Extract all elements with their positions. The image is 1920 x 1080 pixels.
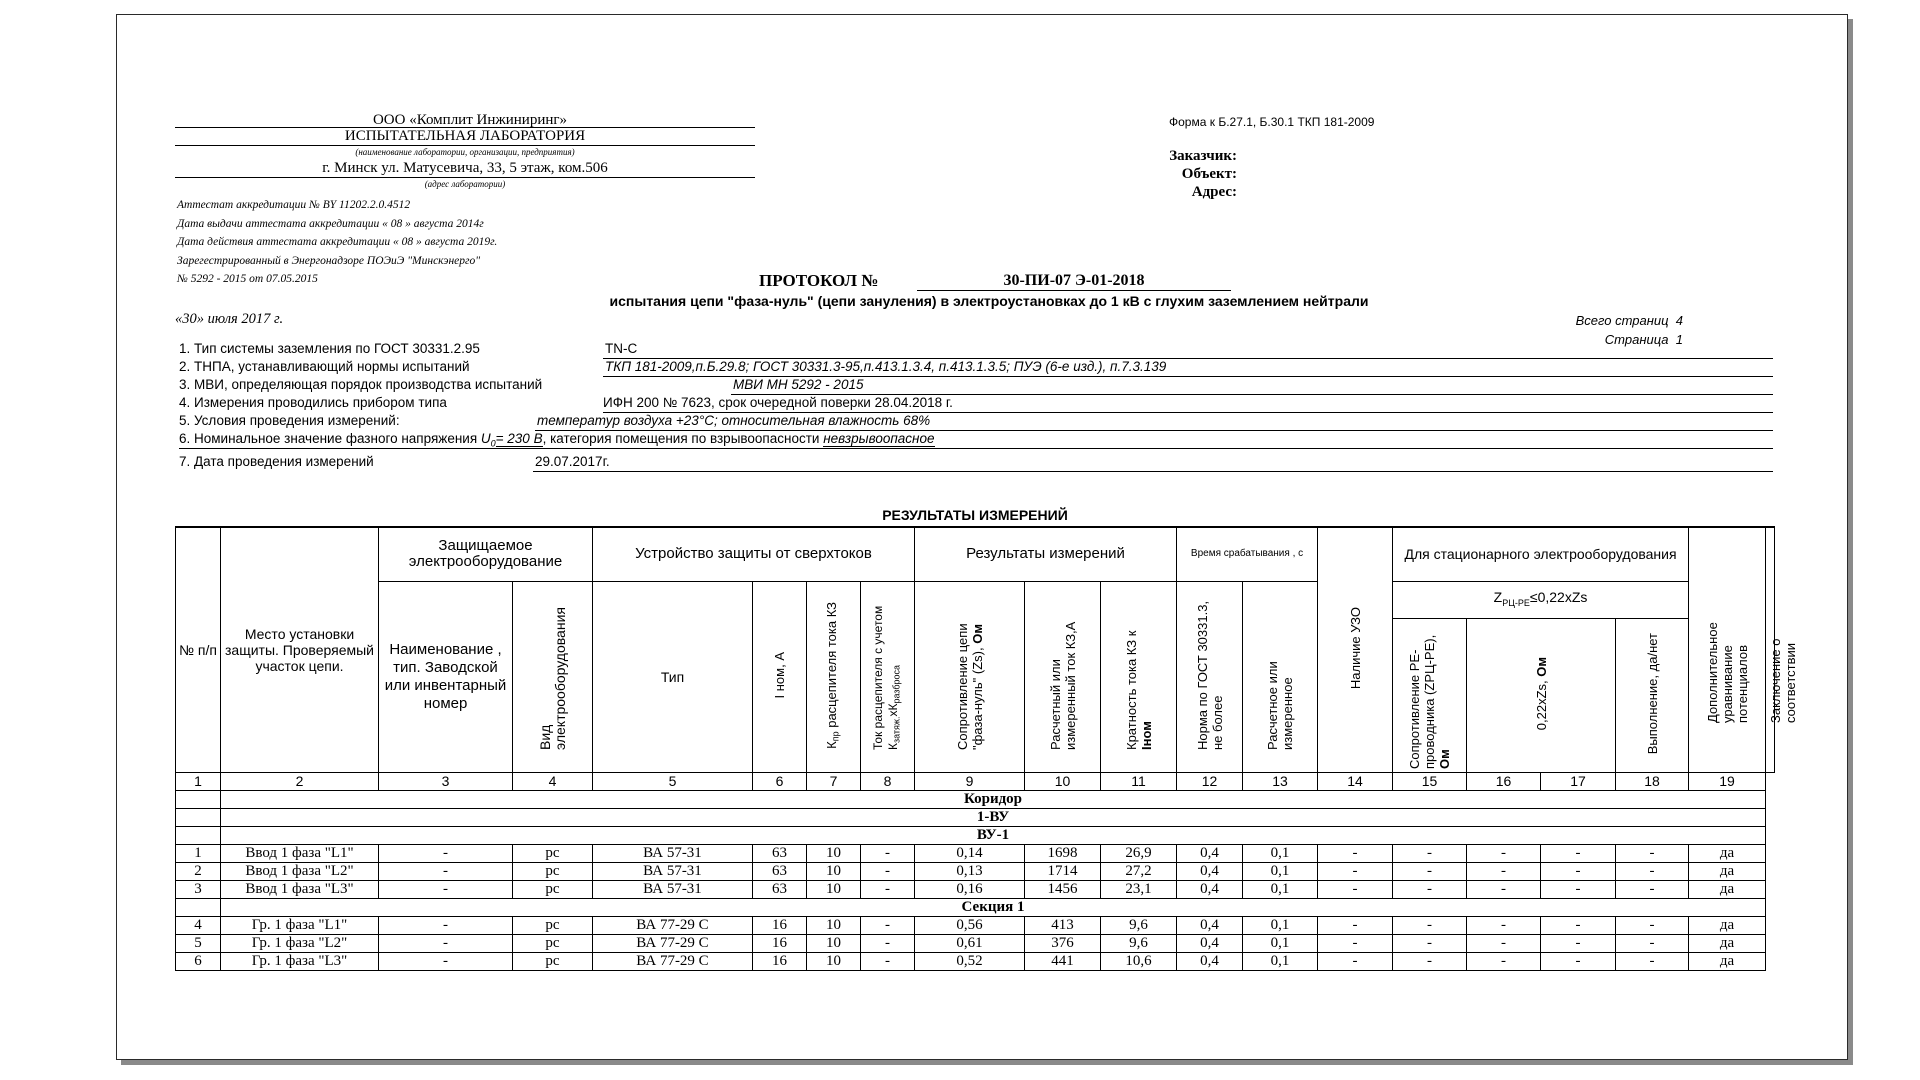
header-number: № п/п <box>176 527 221 772</box>
field-tnpa-value: ТКП 181-2009,п.Б.29.8; ГОСТ 30331.3-95,п.413.1.3.4, п.413.1.3.5; ПУЭ (6-е изд.), п.7.3.139 <box>605 359 1167 374</box>
table-cell: 413 <box>1025 916 1101 934</box>
column-number: 3 <box>379 772 513 790</box>
section-row <box>176 826 1775 844</box>
table-row <box>176 934 1775 952</box>
table-cell: 10 <box>807 916 861 934</box>
client-labels <box>1107 147 1237 201</box>
table-cell: 0,56 <box>915 916 1025 934</box>
page-value: 1 <box>1675 332 1683 347</box>
column-number: 5 <box>593 772 753 790</box>
voltage-symbol: U <box>480 431 491 446</box>
field-mvi-label: 3. МВИ, определяющая порядок производства испытаний <box>179 377 543 392</box>
header-type: Тип <box>593 581 753 772</box>
header-short-circuit-current-text: Расчетный или измеренный ток КЗ,А <box>1047 621 1078 750</box>
table-cell: 0,1 <box>1243 916 1318 934</box>
total-pages-label: Всего страниц <box>1575 313 1669 328</box>
header-protection-device: Устройство защиты от сверхтоков <box>593 527 915 581</box>
column-numbers-row <box>176 772 1775 790</box>
header-kp <box>807 581 861 772</box>
header-equipment-kind-text: Вид электрооборудования <box>536 607 568 750</box>
header-rcd-text: Наличие УЗО <box>1347 607 1363 690</box>
accreditation-block <box>177 196 497 289</box>
table-cell: да <box>1689 880 1766 898</box>
table-cell: - <box>379 934 513 952</box>
field-underline <box>533 471 1773 472</box>
header-inom-text: I ном, А <box>772 651 787 699</box>
address-label: Адрес: <box>1191 184 1237 200</box>
column-number: 6 <box>753 772 807 790</box>
table-cell: 0,14 <box>915 844 1025 862</box>
table-cell: - <box>1541 916 1616 934</box>
header-equipment-kind <box>513 581 593 772</box>
table-cell: 9,6 <box>1101 934 1177 952</box>
header-results: Результаты измерений <box>915 527 1177 581</box>
header-norm-text: Норма по ГОСТ 30331.3, не более <box>1194 600 1225 750</box>
table-cell: 0,4 <box>1177 952 1243 970</box>
form-reference: Форма к Б.27.1, Б.30.1 ТКП 181-2009 <box>1169 115 1375 129</box>
table-cell: рс <box>513 862 593 880</box>
section-title: Коридор <box>221 790 1766 808</box>
table-row <box>176 844 1775 862</box>
column-number: 9 <box>915 772 1025 790</box>
table-cell: - <box>1318 844 1393 862</box>
column-number: 8 <box>861 772 915 790</box>
table-row <box>176 916 1775 934</box>
table-cell: - <box>861 916 915 934</box>
table-cell: 0,1 <box>1243 844 1318 862</box>
table-cell: - <box>1541 952 1616 970</box>
table-cell: 0,13 <box>915 862 1025 880</box>
table-cell: рс <box>513 952 593 970</box>
table-cell: - <box>861 952 915 970</box>
table-cell: - <box>1467 952 1541 970</box>
table-cell: - <box>1467 862 1541 880</box>
section-title: Секция 1 <box>221 898 1766 916</box>
field-device-label: 4. Измерения проводились прибором типа <box>179 395 447 410</box>
table-cell: 4 <box>176 916 221 934</box>
table-cell: 10 <box>807 934 861 952</box>
header-rcd <box>1318 527 1393 772</box>
page-counter <box>1497 311 1683 349</box>
table-cell: да <box>1689 844 1766 862</box>
header-pe-resistance <box>1393 618 1467 772</box>
table-cell: - <box>1318 952 1393 970</box>
table-cell: - <box>1541 880 1616 898</box>
accreditation-line: Зарегестрированный в Энергонадзоре ПОЭиЭ "Минскэнерго" <box>177 254 481 267</box>
header-trip-current <box>861 581 915 772</box>
table-cell: - <box>379 844 513 862</box>
section-subsubtitle: ВУ-1 <box>221 826 1766 844</box>
field-grounding-label: 1. Тип системы заземления по ГОСТ 30331.2.95 <box>179 341 480 356</box>
table-cell: 0,16 <box>915 880 1025 898</box>
table-cell: 16 <box>753 952 807 970</box>
table-cell: - <box>1541 934 1616 952</box>
table-cell: - <box>1616 934 1689 952</box>
table-cell: Гр. 1 фаза "L2" <box>221 934 379 952</box>
table-cell: - <box>1318 916 1393 934</box>
table-cell: Ввод 1 фаза "L2" <box>221 862 379 880</box>
table-cell: - <box>1318 880 1393 898</box>
header-zs-text: Сопротивление цепи "фаза-нуль" (Zs), Ом <box>954 623 985 750</box>
table-cell: 441 <box>1025 952 1101 970</box>
table-cell: - <box>1467 880 1541 898</box>
column-number: 1 <box>176 772 221 790</box>
section-row <box>176 808 1775 826</box>
page-label: Страница <box>1604 332 1669 347</box>
protocol-number: 30-ПИ-07 Э-01-2018 <box>917 271 1231 291</box>
table-cell: - <box>1616 916 1689 934</box>
table-cell: - <box>1616 880 1689 898</box>
address-caption: (адрес лаборатории) <box>424 179 506 189</box>
header-short-circuit-current <box>1025 581 1101 772</box>
table-cell: - <box>1318 862 1393 880</box>
lab-name: ИСПЫТАТЕЛЬНАЯ ЛАБОРАТОРИЯ <box>175 127 755 146</box>
field-underline <box>179 448 1773 449</box>
protocol-subtitle: испытания цепи "фаза-нуль" (цепи зануления) в электроустановках до 1 кВ с глухим заземлением нейтрали <box>609 293 1369 309</box>
table-cell: 6 <box>176 952 221 970</box>
table-cell: - <box>861 934 915 952</box>
table-cell: рс <box>513 844 593 862</box>
table-cell: 9,6 <box>1101 916 1177 934</box>
table-cell: рс <box>513 916 593 934</box>
total-pages-value: 4 <box>1675 313 1683 328</box>
accreditation-line: № 5292 - 2015 от 07.05.2015 <box>177 273 318 285</box>
table-cell: ВА 77-29 С <box>593 934 753 952</box>
table-cell: 0,1 <box>1243 952 1318 970</box>
header-stationary: Для стационарного электрооборудования <box>1393 527 1689 581</box>
table-cell: 63 <box>753 880 807 898</box>
table-cell: 0,1 <box>1243 880 1318 898</box>
table-cell: рс <box>513 880 593 898</box>
field-mvi-value: МВИ МН 5292 - 2015 <box>733 377 864 392</box>
field-voltage <box>179 431 935 449</box>
table-cell: 1714 <box>1025 862 1101 880</box>
table-cell: 0,1 <box>1243 862 1318 880</box>
table-cell: - <box>861 844 915 862</box>
table-cell: 0,61 <box>915 934 1025 952</box>
field-date-value: 29.07.2017г. <box>535 454 610 469</box>
protocol-title: ПРОТОКОЛ № <box>759 271 879 290</box>
table-cell: 10 <box>807 952 861 970</box>
table-cell: ВА 77-29 С <box>593 916 753 934</box>
table-cell: - <box>1616 952 1689 970</box>
column-number: 18 <box>1616 772 1689 790</box>
column-number: 7 <box>807 772 861 790</box>
table-cell: Гр. 1 фаза "L3" <box>221 952 379 970</box>
table-cell: - <box>1393 916 1467 934</box>
table-cell: ВА 57-31 <box>593 880 753 898</box>
results-table-wrap <box>175 526 1799 971</box>
column-number: 12 <box>1177 772 1243 790</box>
voltage-value: = 230 В <box>495 431 543 446</box>
header-zrc: $Z_{РЦ-РЕ}\le 0,22xZs$ <box>1393 581 1689 618</box>
results-title: РЕЗУЛЬТАТЫ ИЗМЕРЕНИЙ <box>882 507 1068 523</box>
field-category-label: , категория помещения по взрывоопасности <box>542 431 824 446</box>
table-cell: - <box>1393 880 1467 898</box>
header-norm <box>1177 581 1243 772</box>
table-cell: - <box>379 862 513 880</box>
table-row <box>176 880 1775 898</box>
accreditation-line: Дата действия аттестата аккредитации « 08 » августа 2019г. <box>177 236 498 248</box>
table-cell: - <box>1616 862 1689 880</box>
table-cell: - <box>1541 862 1616 880</box>
section-rows <box>176 844 1775 898</box>
table-cell: 10 <box>807 862 861 880</box>
field-conditions-value: температур воздуха +23°С; относительная влажность 68% <box>537 413 931 428</box>
results-table <box>175 526 1799 971</box>
column-number: 4 <box>513 772 593 790</box>
column-number: 10 <box>1025 772 1101 790</box>
header-response-time: Время срабатывания , с <box>1177 527 1318 581</box>
table-cell: 10 <box>807 880 861 898</box>
column-number: 14 <box>1318 772 1393 790</box>
table-cell: 0,4 <box>1177 862 1243 880</box>
header-equipotential-text: Дополнительное уравнивание потенциалов <box>1704 622 1750 724</box>
header-multiplicity-text: Кратность тока КЗ к Iном <box>1123 630 1154 750</box>
table-cell: да <box>1689 934 1766 952</box>
table-cell: 2 <box>176 862 221 880</box>
protocol-date: «30» июля 2017 г. <box>175 311 284 327</box>
object-label: Объект: <box>1181 166 1237 182</box>
column-number: 19 <box>1689 772 1766 790</box>
table-cell: - <box>1616 844 1689 862</box>
table-cell: 16 <box>753 916 807 934</box>
section-rows <box>176 916 1775 970</box>
table-cell: Гр. 1 фаза "L1" <box>221 916 379 934</box>
table-cell: 10,6 <box>1101 952 1177 970</box>
column-number: 11 <box>1101 772 1177 790</box>
table-cell: - <box>1467 916 1541 934</box>
header-execution-text: Выполнение, да/нет <box>1644 632 1660 755</box>
table-cell: 1 <box>176 844 221 862</box>
header-zs <box>915 581 1025 772</box>
header-022zs <box>1467 618 1616 772</box>
table-cell: 376 <box>1025 934 1101 952</box>
table-cell: да <box>1689 952 1766 970</box>
header-measured-text: Расчетное или измеренное <box>1265 661 1296 750</box>
header-equipotential <box>1689 527 1766 772</box>
table-cell: - <box>861 880 915 898</box>
header-trip-current-text: Ток расцепителя с учетом $К_{затяж.}хК_{разброса}$ <box>870 605 902 750</box>
table-cell: 3 <box>176 880 221 898</box>
table-cell: ВА 77-29 С <box>593 952 753 970</box>
table-cell: 1698 <box>1025 844 1101 862</box>
table-cell: - <box>379 916 513 934</box>
table-cell: - <box>1393 952 1467 970</box>
table-row <box>176 952 1775 970</box>
table-cell: 63 <box>753 862 807 880</box>
column-number: 15 <box>1393 772 1467 790</box>
accreditation-line: Аттестат аккредитации № BY 11202.2.0.4512 <box>177 199 411 211</box>
table-cell: 1456 <box>1025 880 1101 898</box>
column-number: 17 <box>1541 772 1616 790</box>
table-cell: - <box>1541 844 1616 862</box>
org-name: ООО «Комплит Инжиниринг» <box>372 112 568 128</box>
field-device-value: ИФН 200 № 7623, срок очередной поверки 28.04.2018 г. <box>603 395 953 410</box>
table-cell: Ввод 1 фаза "L1" <box>221 844 379 862</box>
table-cell: 0,52 <box>915 952 1025 970</box>
lab-caption: (наименование лаборатории, организации, предприятия) <box>355 147 575 157</box>
column-number: 13 <box>1243 772 1318 790</box>
header-conclusion <box>1766 527 1799 772</box>
table-cell: ВА 57-31 <box>593 862 753 880</box>
table-cell: 0,4 <box>1177 844 1243 862</box>
table-cell: - <box>1467 934 1541 952</box>
voltage-subscript: 0 <box>490 438 496 449</box>
header-equipment-name: Наименование , тип. Заводской или инвентарный номер <box>379 581 513 772</box>
table-cell: рс <box>513 934 593 952</box>
table-cell: 0,1 <box>1243 934 1318 952</box>
table-cell: - <box>1393 934 1467 952</box>
field-category-value: невзрывоопасное <box>823 431 935 446</box>
header-execution <box>1616 618 1689 772</box>
table-cell: - <box>1393 844 1467 862</box>
table-cell: 0,4 <box>1177 880 1243 898</box>
customer-label: Заказчик: <box>1169 148 1237 164</box>
column-number: 16 <box>1467 772 1541 790</box>
table-cell: - <box>1467 844 1541 862</box>
table-cell: 5 <box>176 934 221 952</box>
table-cell: 10 <box>807 844 861 862</box>
field-voltage-label: 6. Номинальное значение фазного напряжения <box>179 431 481 446</box>
table-cell: ВА 57-31 <box>593 844 753 862</box>
field-tnpa-label: 2. ТНПА, устанавливающий нормы испытаний <box>179 359 470 374</box>
field-date-label: 7. Дата проведения измерений <box>179 454 374 469</box>
table-cell: - <box>861 862 915 880</box>
column-number: 2 <box>221 772 379 790</box>
table-cell: 23,1 <box>1101 880 1177 898</box>
field-conditions-label: 5. Условия проведения измерений: <box>179 413 400 428</box>
table-cell: 26,9 <box>1101 844 1177 862</box>
section-subtitle: 1-ВУ <box>221 808 1766 826</box>
table-cell: 63 <box>753 844 807 862</box>
table-cell: 16 <box>753 934 807 952</box>
table-cell: - <box>1393 862 1467 880</box>
table-cell: Ввод 1 фаза "L3" <box>221 880 379 898</box>
header-measured <box>1243 581 1318 772</box>
table-cell: 27,2 <box>1101 862 1177 880</box>
table-row <box>176 862 1775 880</box>
table-cell: да <box>1689 862 1766 880</box>
header-pe-resistance-text: Сопротивление PE- проводника (ZРЦ-РЕ), Ом <box>1407 634 1453 769</box>
table-cell: - <box>379 880 513 898</box>
header-multiplicity <box>1101 581 1177 772</box>
header-kp-text: $К_{пр}$ расцепителя тока КЗ <box>823 601 841 749</box>
protocol-page <box>116 14 1848 1060</box>
header-conclusion-text: Заключение о соответствии <box>1768 638 1799 724</box>
table-cell: 0,4 <box>1177 934 1243 952</box>
header-inom <box>753 581 807 772</box>
header-equipment: Защищаемое электрооборудование <box>379 527 593 581</box>
section-row <box>176 898 1775 916</box>
table-cell: - <box>1318 934 1393 952</box>
header-place: Место установки защиты. Проверяемый участок цепи. <box>221 527 379 772</box>
lab-address: г. Минск ул. Матусевича, 33, 5 этаж, ком.506 <box>175 160 755 178</box>
header-022zs-text: 0,22xZs, Ом <box>1533 656 1549 731</box>
table-cell: - <box>379 952 513 970</box>
section-row <box>176 790 1775 808</box>
accreditation-line: Дата выдачи аттестата аккредитации « 08 » августа 2014г <box>177 217 484 230</box>
field-grounding-value: TN-C <box>605 341 638 356</box>
table-cell: да <box>1689 916 1766 934</box>
table-cell: 0,4 <box>1177 916 1243 934</box>
